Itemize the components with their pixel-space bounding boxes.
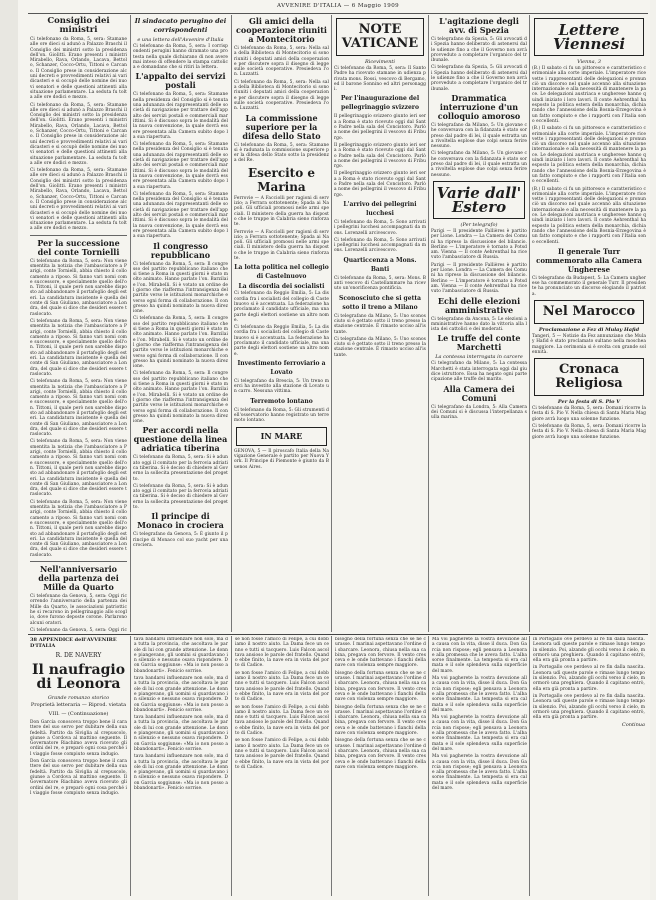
article-body: Ci telefonano da Roma, 5, sera: Non viene smentita la notizia che l'ambasciatore a Parigi, conte Tornielli, abbia chiesto il collocamento a riposo. Si fanno vari nomi come successore, e specialmente quello dell'on. Tittoni, il quale però non sarebbe disposto ad abbandonare il portafoglio degli esteri. La candidatura insistente è quella del conte di San Giuliano, ambasciatore a Londra, del quale si dice che desideri essere traslocato. — [30, 258, 127, 317]
article-subtitle: e una lettera dell'Avvenire d'Italia — [137, 37, 224, 43]
article-title: Sconosciuto che si getta sotto il treno a Milano — [339, 294, 421, 311]
article-body: Ci telefonano da Roma, 5, sera: Stamane alle ore dieci si adunò a Palazzo Braschi il Consiglio dei ministri sotto la presidenza dell'on. Giolitti. Erano presenti i ministri Mirabello, Rava, Orlando, Lacava, Bettolo, Schanzer, Cocco-Ortu, Tittoni e Carcano. Il Consiglio prese in considerazione alcuni decreti e provvedimenti relativi ai vari dicasteri e si occupò delle nomine dei nuovi senatori e delle questioni attinenti alla situazione parlamentare. La seduta fu tolta alle ore dodici e mezzo. — [30, 168, 127, 232]
novel-text: in Portogallo ove perdevo al re fin dalla nascita. Leonora udì queste parole e rimase lungo tempo in silenzio. Poi, alzando gli occhi verso il cielo, mormorò una preghiera. Quando il capitano entrò, ella era già pronta a partire. — [533, 693, 645, 721]
article-body: Ci telefonano da Roma, 5, sera: Stamane alle ore dieci si adunò a Palazzo Braschi il Consiglio dei ministri sotto la presidenza dell'on. Giolitti. Erano presenti i ministri Mirabello, Rava, Orlando, Lacava, Bettolo, Schanzer, Cocco-Ortu, Tittoni e Carcano. Il Consiglio prese in considerazione alcuni decreti e provvedimenti relativi ai vari dicasteri e si occupò delle nomine dei nuovi senatori e delle questioni attinenti alla situazione parlamentare. La seduta fu tolta alle ore dodici e mezzo. — [30, 102, 127, 166]
article-body: Ci telegrafano da Spezia, 5: Gli avvocati di Spezia hanno deliberato di astenersi dalle udienze fino a che il Governo non avrà provveduto a completare l'organico del tribunale. — [431, 37, 527, 64]
article-body: Ferrovie — A Facciolli per ragioni di servizio; a Ferrara sottotenente; Spada ai Napoli. Gli ufficiali promossi nelle armi speciali. Il ministero della guerra ha disposto che le truppe in Calabria sieno rinforzate. — [234, 195, 329, 228]
article-title: Per la successione del conte Tornielli — [37, 237, 120, 257]
article-body: Ci telegrafano da Londra, 5: Alla Camera dei Comuni si è discussa l'interpellanza sulla marina. — [431, 404, 527, 421]
article-body: Ci telegrafano da Brescia, 5: Un treno merci ha investito alla stazione di Lovato un carro. Nessuna vittima. — [234, 378, 329, 395]
column-rule — [331, 15, 332, 632]
article-body: Ci telefonano da Roma, 5: Sono arrivati i pellegrini lucchesi accompagnati da mons. Lorenzelli arcivescovo. — [334, 219, 426, 236]
article-body: Ci telegrafano da Genova, 5: È giunto il principe di Monaco col suo yacht per una crociera. — [133, 532, 228, 548]
article-body: Ferrovie — A Facciolli per ragioni di servizio; a Ferrara sottotenente; Spada ai Napoli. Gli ufficiali promossi nelle armi speciali. Il ministero della guerra ha disposto che le truppe in Calabria sieno rinforzate. — [234, 229, 329, 262]
column-rule — [231, 636, 232, 896]
article-title: Quarticcenza a Mons. Banti — [343, 256, 417, 273]
section-title: Nel Marocco — [542, 303, 636, 319]
article-body: Ci telefonano da Roma, 5, sera: Stamane nella presidenza del Consiglio si è tenuta una adunanza dei rappresentanti delle società di navigazione per trattare dell'appalto dei servizi postali e commerciali marittimi. Si è discusso sopra le modalità della nuova convenzione, la quale dovrà essere presentata alla Camera subito dopo la sua riapertura. — [133, 92, 228, 140]
article-title: Il sindacato perugino dei corrispondenti — [134, 17, 227, 34]
article-body: Ci telegrafano da Milano, 5: La contessa Marchetti è stata interrogata oggi dal giudice istruttore. Essa ha negato ogni partecipazione alle truffe del marito. — [431, 361, 527, 383]
article-body: Ci telegrafano da Milano, 5: Un giovane che conversava con la fidanzata è stato sorpreso dal padre di lei, il quale estratta una rivoltella esplose due colpi senza ferire nessuno. — [431, 122, 527, 150]
article-body: Ci telefonano da Roma, 5, sera: Stamane nella presidenza del Consiglio si è tenuta una adunanza dei rappresentanti delle società di navigazione per trattare dell'appalto dei servizi postali e commerciali marittimi. Si è discusso sopra le modalità della nuova convenzione, la quale dovrà essere presentata alla Camera subito dopo la sua riapertura. — [133, 191, 228, 240]
column-rule — [529, 15, 530, 632]
article-title: La lotta politica nel collegio di Castelnuovo — [234, 264, 329, 281]
article-body: Ci telefonano da Roma, 5, sera: Stamane si è radunata la commissione superiore per la difesa dello Stato sotto la presidenza del Re. — [234, 142, 329, 164]
novel-text: bisogno della fortuna senza che se ne curasse. I marinai aspettavano l'ordine di sbarcare. Leonora, chiusa nella sua cabina, pregava con fervore. Il vento cresceva e le onde battevano i fianchi della nave con violenza sempre maggiore. — [335, 738, 426, 770]
novel-text: in Portogallo ove perdevo al re fin dalla nascita. Leonora udì queste parole e rimase lungo tempo in silenzio. Poi, alzando gli occhi verso il cielo, mormorò una preghiera. Quando il capitano entrò, ella era già pronta a partire. — [533, 665, 645, 692]
article-body: Ci telefonano da Roma, 5, sera: I corrispondenti perugini hanno diramato una protesta nella quale dichiarano di non avere mai inteso di offendere la stampa cattolica e domandano che si ritiri la lettera. — [133, 44, 228, 71]
article-body: Ci telegrafano da Milano, 5: Uno sconosciuto si è gettato sotto il treno presso la stazione centrale. È rimasto ucciso all'istante. — [334, 313, 426, 335]
article-subtitle: Per la festa di S. Pio V — [557, 399, 621, 406]
novel-text: in Portogallo ove perdevo al re fin dalla nascita. Leonora udì queste parole e rimase lungo tempo in silenzio. Poi, alzando gli occhi verso il cielo, mormorò una preghiera. Quando il capitano entrò, ella era già pronta a partire. — [533, 637, 645, 664]
in-mare-box — [236, 427, 327, 446]
novel-text: se non fosse l'amico di Felipe, a cui dobbiamo il nostro aiuto. La Dama fece un cenno e tutti si tacquero. Luis Falcon ascoltava ansioso le parole del fratello. Quando ebbe finito, la nave era in vista del porto di Cadice. — [235, 670, 329, 703]
article-title: Investimento ferroviario a Lovato — [237, 359, 326, 376]
column-1 — [30, 15, 127, 632]
novel-text: se non fosse l'amico di Felipe, a cui dobbiamo il nostro aiuto. La Dama fece un cenno e tutti si tacquero. Luis Falcon ascoltava ansioso le parole del fratello. Quando ebbe finito, la nave era in vista del porto di Cadice. — [235, 738, 329, 770]
appendix-column-2 — [134, 637, 228, 896]
article-title: L'appalto dei servizi postali — [135, 71, 226, 91]
article-body: (B.) Il sabato ci fu un pittoresco e caratteristico cerimoniale alla corte imperiale. L'imperatore ricevette i rappresentanti delle delegazioni e pronunciò un discorso nel quale accennò alla situazione internazionale e alla necessità di mantenere la pace. Le delegazioni austriaca e ungherese hanno quindi iniziato i loro lavori. Il conte Aehrenthal ha esposto la politica estera della monarchia, dichiarando che l'annessione della Bosnia-Erzegovina è un fatto compiuto e che i rapporti con l'Italia sono eccellenti. — [532, 186, 646, 245]
article-body: Ci telegrafano da Milano, 5: Un giovane che conversava con la fidanzata è stato sorpreso dal padre di lei, il quale estratta una rivoltella esplose due colpi senza ferire nessuno. — [431, 151, 527, 178]
article-subtitle: Ricevimenti — [364, 59, 396, 65]
article-title: IN MARE — [260, 430, 303, 441]
article-body: Ci telefonano da Roma, 5: Gli strumenti dell'osservatorio hanno registrato un terremoto lontano. — [234, 407, 329, 424]
novel-text: bisogno della fortuna senza che se ne curasse. I marinai aspettavano l'ordine di sbarcare. Leonora, chiusa nella sua cabina, pregava con fervore. Il vento cresceva e le onde battevano i fianchi della nave con violenza sempre maggiore. — [335, 704, 426, 737]
section-title: Varie dall' Estero — [436, 183, 522, 216]
novel-text: bisogno della fortuna senza che se ne curasse. I marinai aspettavano l'ordine di sbarcare. Leonora, chiusa nella sua cabina, pregava con fervore. Il vento cresceva e le onde battevano i fianchi della nave con violenza sempre maggiore. — [335, 637, 426, 669]
article-body: Ci telegrafano da Milano, 5: Uno sconosciuto si è gettato sotto il treno presso la stazione centrale. È rimasto ucciso all'istante. — [334, 336, 426, 358]
column-rule — [529, 636, 530, 896]
appendix-column-5 — [432, 637, 527, 896]
article-body: Ci telefonano da Roma, 5, sera: Non viene smentita la notizia che l'ambasciatore a Parigi, conte Tornielli, abbia chiesto il collocamento a riposo. Si fanno vari nomi come successore, e specialmente quello dell'on. Tittoni, il quale però non sarebbe disposto ad abbandonare il portafoglio degli esteri. La candidatura insistente è quella del conte di San Giuliano, ambasciatore a Londra, del quale si dice che desideri essere traslocato. — [30, 439, 127, 498]
article-title: Echi delle elezioni amministrative — [437, 295, 521, 315]
author-name: R. DE NAVERY — [55, 652, 102, 659]
section-title: Lettere Viennesi — [552, 21, 626, 53]
novel-text: bisogno della fortuna senza che se ne curasse. I marinai aspettavano l'ordine di sbarcare. Leonora, chiusa nella sua cabina, pregava con fervore. Il vento cresceva e le onde battevano i fianchi della nave con violenza sempre maggiore. — [335, 670, 426, 703]
novel-title: Il naufragio di Leonora — [31, 662, 126, 692]
article-title: Drammatica interruzione d'un colloquio amoroso — [437, 92, 521, 121]
article-title: Consiglio dei ministri — [47, 16, 110, 35]
article-body: Tangeri, 5 — Notizie da Fez annunziano che Mulay Hafid è stato proclamato sultano nella moschea maggiore. La cerimonia si è svolta con grande solennità. — [532, 333, 646, 355]
article-body: Parigi — Il presidente Fallières è partito per Lione. Londra — La Camera dei Comuni ha ripreso la discussione del bilancio. Berlino — L'imperatore è tornato a Potsdam. Vienna — Il conte Aehrenthal ha ricevuto l'ambasciatore di Russia. — [431, 262, 527, 295]
article-body: Ci telefonano da Roma, 5, sera: Domani ricorre la festa di S. Pio V. Nella chiesa di Santa Maria Maggiore avrà luogo una solenne funzione. — [532, 406, 646, 422]
appendix-column-1 — [30, 637, 127, 896]
article-title: Nell'anniversario della partenza dei Mille da Quarto — [38, 564, 119, 593]
note-vaticane-box — [336, 18, 424, 56]
article-subtitle: Vienna, 3 — [577, 59, 601, 65]
article-title: Il generale Turr commemorato alla Camera Ungherese — [536, 246, 642, 274]
appendix-column-4 — [335, 637, 426, 896]
continued-note: Continua — [621, 722, 645, 729]
article-title: L'arrivo dei pellegrini lucchesi — [343, 200, 417, 217]
marocco-box — [534, 300, 644, 324]
divider — [30, 561, 127, 562]
novel-text: Ma voi pagherete la vostra devozione alla causa con la vita, disse il duca. Don Garcia non rispose; egli pensava a Leonora e alla promessa che le aveva fatto. L'alba sorse finalmente. La tempesta si era calmata e il sole splendeva sulla superficie del mare. — [432, 754, 527, 792]
article-body: Ci telegrafano da Ancona, 5: Le elezioni amministrative hanno dato la vittoria alla lista dei cattolici e dei moderati. — [431, 316, 527, 333]
article-body: Ci telefonano da Roma, 5, sera: Mons. Banti vescovo di Castellammare ha ricevuto un'onorificenza pontificia. — [334, 275, 426, 292]
column-4 — [334, 15, 426, 632]
article-title: Il principe di Monaco in crociera — [137, 511, 224, 531]
article-body: Ci telefonano da Genova, 5, sera: Oggi ricorrendo l'anniversario della partenza dei Mille da Quarto, le associazioni patriottiche si recarono in pellegrinaggio allo scoglio, dove furono deposte corone. Parlarono alcuni oratori. — [30, 594, 127, 626]
novel-subtitle: Grande romanzo storico — [47, 695, 110, 701]
article-body: Ci telefonano da Roma, 5, sera: Non viene smentita la notizia che l'ambasciatore a Parigi, conte Tornielli, abbia chiesto il collocamento a riposo. Si fanno vari nomi come successore, e specialmente quello dell'on. Tittoni, il quale però non sarebbe disposto ad abbandonare il portafoglio degli esteri. La candidatura insistente è quella del conte di San Giuliano, ambasciatore a Londra, del quale si dice che desideri essere traslocato. — [30, 318, 127, 377]
copyright-note: Proprietà letteraria — Riprod. vietata — [30, 702, 127, 708]
article-body: Ci telefonano da Roma, 5, sera: Il congresso del partito repubblicano italiano che si tiene a Roma in questi giorni è stato molto animato. Hanno parlato l'on. Barzilai e l'on. Mirabelli. Si è votato un ordine del giorno che riafferma l'intransigenza del partito verso le istituzioni monarchiche e verso ogni forma di collaborazione. Il congresso ha quindi nominato la nuova direzione. — [133, 261, 228, 315]
article-body: Ci telefonano da Roma, 5, sera: Il congresso del partito repubblicano italiano che si tiene a Roma in questi giorni è stato molto animato. Hanno parlato l'on. Barzilai e l'on. Mirabelli. Si è votato un ordine del giorno che riafferma l'intransigenza del partito verso le istituzioni monarchiche e verso ogni forma di collaborazione. Il congresso ha quindi nominato la nuova direzione. — [133, 371, 228, 425]
article-body: Ci telefonano da Roma, 5, sera: Si è adunato oggi il comitato per la ferrovia adriatica tiberina. Si è deciso di chiedere al Governo la sollecita presentazione del progetto. — [133, 455, 228, 482]
column-rule — [331, 636, 332, 896]
varie-estero-box — [433, 181, 525, 219]
article-body: Il pellegrinaggio svizzero giunto ieri sera a Roma è stato ricevuto oggi dal Santo Padre nella sala del Concistoro. Parlò a nome dei pellegrini il vescovo di Friburgo. — [334, 114, 426, 141]
article-title: Alla Camera dei Comuni — [443, 383, 515, 403]
article-title: Gli amici della cooperazione riuniti a Montecitorio — [236, 16, 327, 44]
article-title: Il congresso repubblicano — [150, 240, 211, 260]
article-body: Ci telefonano da Roma, 5, sera: Il congresso del partito repubblicano italiano che si tiene a Roma in questi giorni è stato molto animato. Hanno parlato l'on. Barzilai e l'on. Mirabelli. Si è votato un ordine del giorno che riafferma l'intransigenza del partito verso le istituzioni monarchiche e verso ogni forma di collaborazione. Il congresso ha quindi nominato la nuova direzione. — [133, 316, 228, 370]
article-body: Ci telefonano da Genova, 5, sera: Oggi ric — [30, 627, 127, 632]
article-body: Ci telefonano da Roma, 5, sera: Si è adunato oggi il comitato per la ferrovia adriatica tiberina. Si è deciso di chiedere al Governo la sollecita presentazione del progetto. — [133, 483, 228, 511]
novel-text: se non fosse l'amico di Felipe, a cui dobbiamo il nostro aiuto. La Dama fece un cenno e tutti si tacquero. Luis Falcon ascoltava ansioso le parole del fratello. Quando ebbe finito, la nave era in vista del porto di Cadice. — [235, 704, 329, 737]
article-body: Ci telefonano da Roma, 5, sera: Il Santo Padre ha ricevuto stamane in udienza privata mons. Rossi, vescovo di Bergamo, ed il barone Sonnino ed altri personaggi. — [334, 66, 426, 93]
novel-text: tava bandarsi influenzare non solo, ma da tutta la provincia, che ascoltava le parole di lui con grande attenzione. Le donne piangevano, gli uomini si guardavano in silenzio e nessuno osava rispondere. Don Garcia soggiunse: «Ma io non posso abbandonarti». Fenicio sorrise. — [134, 715, 228, 752]
article-body: Il pellegrinaggio svizzero giunto ieri sera a Roma è stato ricevuto oggi dal Santo Padre nella sala del Concistoro. Parlò a nome dei pellegrini il vescovo di Friburgo. — [334, 142, 426, 170]
article-body: Ci telefonano da Roma, 5, sera: Stamane alle ore dieci si adunò a Palazzo Braschi il Consiglio dei ministri sotto la presidenza dell'on. Giolitti. Erano presenti i ministri Mirabello, Rava, Orlando, Lacava, Bettolo, Schanzer, Cocco-Ortu, Tittoni e Carcano. Il Consiglio prese in considerazione alcuni decreti e provvedimenti relativi ai vari dicasteri e si occupò delle nomine dei nuovi senatori e delle questioni attinenti alla situazione parlamentare. La seduta fu tolta alle ore dodici e mezzo. — [30, 37, 127, 101]
section-title: NOTE VATICANE — [341, 22, 419, 51]
lettere-viennesi-box — [534, 18, 644, 56]
novel-text: tava bandarsi influenzare non solo, ma da tutta la provincia, che ascoltava le parole di lui con grande attenzione. Le donne piangevano, gli uomini si guardavano in silenzio e nessuno osava rispondere. Don Garcia soggiunse: «Ma io non posso abbandonarti». Fenicio sorrise. — [134, 637, 228, 674]
article-body: Ci telefonano da Reggio Emilia, 5: La discordia fra i socialisti del collegio di Castelnuovo si è accentuata. La federazione ha proclamato il candidato ufficiale, ma una parte degli elettori sostiene un altro nome. — [234, 291, 329, 323]
section-title: Cronaca Religiosa — [555, 362, 623, 392]
article-subtitle: (Per telegrafo) — [460, 221, 498, 228]
column-5 — [431, 15, 527, 632]
article-subtitle: La discordia dei socialisti — [238, 283, 325, 291]
article-title: Le truffe del conte Marchetti — [437, 333, 521, 353]
novel-text: tava bandarsi influenzare non solo, ma da tutta la provincia, che ascoltava le parole di lui con grande attenzione. Le donne piangevano, gli uomini si guardavano in silenzio e nessuno osava rispondere. Don Garcia soggiunse: «Ma io non posso abbandonarti». Fenicio sorrise. — [134, 676, 228, 713]
article-body: Ci telefonano da Roma, 5, sera: Non viene smentita la notizia che l'ambasciatore a Parigi, conte Tornielli, abbia chiesto il collocamento a riposo. Si fanno vari nomi come successore, e specialmente quello dell'on. Tittoni, il quale però non sarebbe disposto ad abbandonare il portafoglio degli esteri. La candidatura insistente è quella del conte di San Giuliano, ambasciatore a Londra, del quale si dice che desideri essere traslocato. — [30, 379, 127, 438]
article-body: Ci telegrafano da Spezia, 5: Gli avvocati di Spezia hanno deliberato di astenersi dalle udienze fino a che il Governo non avrà provveduto a completare l'organico del tribunale. — [431, 65, 527, 92]
article-body: Ci telefonano da Roma, 5: Sono arrivati i pellegrini lucchesi accompagnati da mons. Lorenzelli arcivescovo. — [334, 237, 426, 254]
chapter-heading: VIII. — (Continuazione) — [48, 711, 109, 717]
novel-text: Ma voi pagherete la vostra devozione alla causa con la vita, disse il duca. Don Garcia non rispose; egli pensava a Leonora e alla promessa che le aveva fatto. L'alba sorse finalmente. La tempesta si era calmata e il sole splendeva sulla superficie del mare. — [432, 637, 527, 674]
article-body: (B.) Il sabato ci fu un pittoresco e caratteristico cerimoniale alla corte imperiale. L'imperatore ricevette i rappresentanti delle delegazioni e pronunciò un discorso nel quale accennò alla situazione internazionale e alla necessità di mantenere la pace. Le delegazioni austriaca e ungherese hanno quindi iniziato i loro lavori. Il conte Aehrenthal ha esposto la politica estera della monarchia, dichiarando che l'annessione della Bosnia-Erzegovina è un fatto compiuto e che i rapporti con l'Italia sono eccellenti. — [532, 66, 646, 124]
appendix-column-3 — [235, 637, 329, 896]
article-body: Ci telegrafano da Budapest, 5: La Camera ungherese ha commemorato il generale Turr. Il presidente ha pronunciato un discorso elogiando il patriota. — [532, 275, 646, 297]
article-body: Il pellegrinaggio svizzero giunto ieri sera a Roma è stato ricevuto oggi dal Santo Padre nella sala del Concistoro. Parlò a nome dei pellegrini il vescovo di Friburgo. — [334, 171, 426, 198]
article-title: Terremoto lontano — [250, 397, 313, 405]
section-title: Esercito e Marina — [247, 165, 316, 194]
novel-text: tava bandarsi influenzare non solo, ma da tutta la provincia, che ascoltava le parole di lui con grande attenzione. Le donne piangevano, gli uomini si guardavano in silenzio e nessuno osava rispondere. Don Garcia soggiunse: «Ma io non posso abbandonarti». Fenicio sorrise. — [134, 754, 228, 792]
article-body: Ci telefonano da Reggio Emilia, 5: La discordia fra i socialisti del collegio di Castelnuovo si è accentuata. La federazione ha proclamato il candidato ufficiale, ma una parte degli elettori sostiene un altro nome. — [234, 325, 329, 357]
column-rule — [231, 15, 232, 632]
section-divider — [28, 634, 648, 635]
page-header: AVVENIRE D'ITALIA — 6 Maggio 1909 — [28, 0, 648, 14]
page-gutter — [0, 0, 18, 900]
article-body: Ci telefonano da Roma, 5, sera: Non viene smentita la notizia che l'ambasciatore a Parigi, conte Tornielli, abbia chiesto il collocamento a riposo. Si fanno vari nomi come successore, e specialmente quello dell'on. Tittoni, il quale però non sarebbe disposto ad abbandonare il portafoglio degli esteri. La candidatura insistente è quella del conte di San Giuliano, ambasciatore a Londra, del quale si dice che desideri essere traslocato. — [30, 499, 127, 558]
article-title: Per l'inaugurazione del pellegrinaggio svizzero — [340, 95, 420, 112]
article-subtitle: La contessa interrogata in carcere — [435, 354, 523, 361]
novel-text: Ma voi pagherete la vostra devozione alla causa con la vita, disse il duca. Don Garcia non rispose; egli pensava a Leonora e alla promessa che le aveva fatto. L'alba sorse finalmente. La tempesta si era calmata e il sole splendeva sulla superficie del mare. — [432, 715, 527, 752]
cronaca-religiosa-box — [534, 358, 644, 396]
column-6 — [532, 15, 646, 632]
article-body: Parigi — Il presidente Fallières è partito per Lione. Londra — La Camera dei Comuni ha ripreso la discussione del bilancio. Berlino — L'imperatore è tornato a Potsdam. Vienna — Il conte Aehrenthal ha ricevuto l'ambasciatore di Russia. — [431, 228, 527, 261]
column-3 — [234, 15, 329, 632]
novel-text: Don Garcia conosceva troppo bene il carattere del suo servo per dubitare della sua fedeltà. Partito da Siviglia al crepuscolo, giunse a Cordova al mattino seguente. Il Governatore Riachimo aveva ricevuto gli ordini del re, e preparò ogni cosa perché il viaggio fosse compiuto senza indugio. — [30, 720, 127, 757]
column-rule — [428, 636, 429, 896]
column-rule — [428, 15, 429, 632]
article-title: Per accordi nella questione della linea adriatica tiberina — [133, 425, 228, 454]
article-body: (B.) Il sabato ci fu un pittoresco e caratteristico cerimoniale alla corte imperiale. L'imperatore ricevette i rappresentanti delle delegazioni e pronunciò un discorso nel quale accennò alla situazione internazionale e alla necessità di mantenere la pace. Le delegazioni austriaca e ungherese hanno quindi iniziato i loro lavori. Il conte Aehrenthal ha esposto la politica estera della monarchia, dichiarando che l'annessione della Bosnia-Erzegovina è un fatto compiuto e che i rapporti con l'Italia sono eccellenti. — [532, 126, 646, 185]
column-2 — [133, 15, 228, 632]
article-body: Ci telefonano da Roma, 5, sera: Stamane nella presidenza del Consiglio si è tenuta una adunanza dei rappresentanti delle società di navigazione per trattare dell'appalto dei servizi postali e commerciali marittimi. Si è discusso sopra le modalità della nuova convenzione, la quale dovrà essere presentata alla Camera subito dopo la sua riapertura. — [133, 142, 228, 190]
article-body: Ci telefonano da Roma, 5, sera: Nella sala della Biblioteca di Montecitorio si sono riuniti i deputati amici della cooperazione per discutere sopra il disegno di legge sulle società cooperative. Presiedeva l'on. Luzzatti. — [234, 79, 329, 112]
article-title: L'agitazione degli avv. di Spezia — [439, 16, 519, 35]
novel-text: se non fosse l'amico di Felipe, a cui dobbiamo il nostro aiuto. La Dama fece un cenno e tutti si tacquero. Luis Falcon ascoltava ansioso le parole del fratello. Quando ebbe finito, la nave era in vista del porto di Cadice. — [235, 637, 329, 669]
novel-text: Don Garcia conosceva troppo bene il carattere del suo servo per dubitare della sua fedeltà. Partito da Siviglia al crepuscolo, giunse a Cordova al mattino seguente. Il Governatore Riachimo aveva ricevuto gli ordini del re, e preparò ogni cosa perché il viaggio fosse compiuto senza indugio. — [30, 759, 127, 796]
article-body: Ci telefonano da Roma, 5, sera: Nella sala della Biblioteca di Montecitorio si sono riuniti i deputati amici della cooperazione per discutere sopra il disegno di legge sulle società cooperative. Presiedeva l'on. Luzzatti. — [234, 46, 329, 78]
article-body: Ci telefonano da Roma, 5, sera: Domani ricorre la festa di S. Pio V. Nella chiesa di Santa Maria Maggiore avrà luogo una solenne funzione. — [532, 424, 646, 440]
appendix-column-6 — [533, 637, 645, 896]
divider — [30, 235, 127, 236]
column-rule — [130, 636, 131, 896]
novel-text: Ma voi pagherete la vostra devozione alla causa con la vita, disse il duca. Don Garcia non rispose; egli pensava a Leonora e alla promessa che le aveva fatto. L'alba sorse finalmente. La tempesta si era calmata e il sole splendeva sulla superficie del mare. — [432, 676, 527, 713]
column-rule — [130, 15, 131, 632]
article-body: GENOVA, 5 — Il piroscafo Italia della Navigazione Generale è partito per Nuova York. Il Principe di Piemonte è giunto da Buenos Aires. — [234, 448, 329, 470]
article-title: La commissione superiore per la difesa dello Stato — [242, 112, 321, 141]
appendix-label: 38 APPENDICE dell'AVVENIRE D'ITALIA — [30, 637, 117, 649]
article-subtitle: Proclamazione a Fez di Mulay Hafid — [538, 326, 640, 333]
